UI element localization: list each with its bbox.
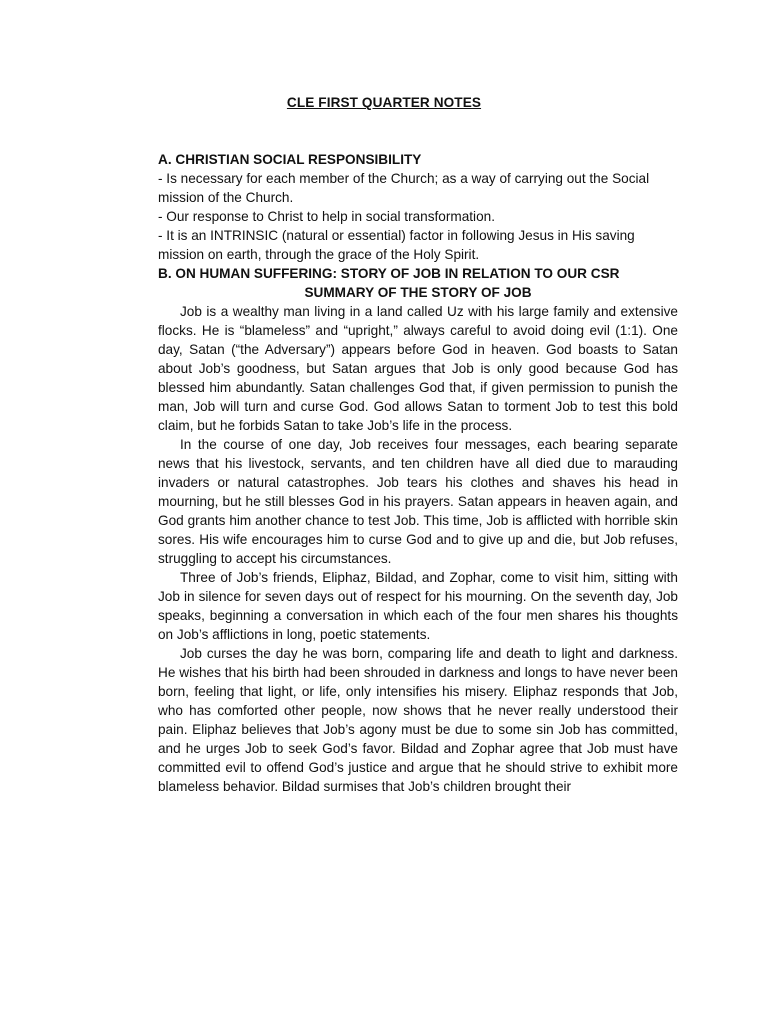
summary-paragraph-1: Job is a wealthy man living in a land called Uz with his large family and extensive flocks. He is “blameless” and “upright,” always careful to avoid doing evil (1:1). One day, Satan (“the Adversary”) appears before God in heaven. God boasts to Satan about Job’s goodness, but Satan argues that Job is only good because God has blessed him abundantly. Satan challenges God that, if given permission to punish the man, Job will turn and curse God. God allows Satan to torment Job to test this bold claim, but he forbids Satan to take Job’s life in the process. <box>158 304 678 433</box>
section-a-bullet-1: - Is necessary for each member of the Church; as a way of carrying out the Social mission of the Church. <box>158 171 650 205</box>
summary-paragraph-2: In the course of one day, Job receives four messages, each bearing separate news that his livestock, servants, and ten children have all died due to marauding invaders or natural catastrophes. Job tears his clothes and shaves his head in mourning, but he still blesses God in his prayers. Satan appears in heaven again, and God grants him another chance to test Job. This time, Job is afflicted with horrible skin sores. His wife encourages him to curse God and to give up and die, but Job refuses, struggling to accept his circumstances. <box>158 437 678 566</box>
document-title: CLE FIRST QUARTER NOTES <box>286 95 482 110</box>
section-a-bullet-3: - It is an INTRINSIC (natural or essential) factor in following Jesus in His saving mission on earth, through the grace of the Holy Spirit. <box>158 228 635 262</box>
section-b-heading: B. ON HUMAN SUFFERING: STORY OF JOB IN RELATION TO OUR CSR <box>158 266 620 281</box>
document-body <box>158 150 678 796</box>
section-a-heading: A. CHRISTIAN SOCIAL RESPONSIBILITY <box>158 152 422 167</box>
section-a-bullet-2: - Our response to Christ to help in social transformation. <box>158 209 495 224</box>
summary-heading: SUMMARY OF THE STORY OF JOB <box>304 285 532 300</box>
summary-paragraph-4: Job curses the day he was born, comparing life and death to light and darkness. He wishes that his birth had been shrouded in darkness and longs to have never been born, feeling that light, or life, only intensifies his misery. Eliphaz responds that Job, who has comforted other people, now shows that he never really understood their pain. Eliphaz believes that Job’s agony must be due to some sin Job has committed, and he urges Job to seek God’s favor. Bildad and Zophar agree that Job must have committed evil to offend God’s justice and argue that he should strive to exhibit more blameless behavior. Bildad surmises that Job’s children brought their <box>158 646 678 794</box>
summary-paragraph-3: Three of Job’s friends, Eliphaz, Bildad, and Zophar, come to visit him, sitting with Job in silence for seven days out of respect for his mourning. On the seventh day, Job speaks, beginning a conversation in which each of the four men shares his thoughts on Job’s afflictions in long, poetic statements. <box>158 570 678 642</box>
